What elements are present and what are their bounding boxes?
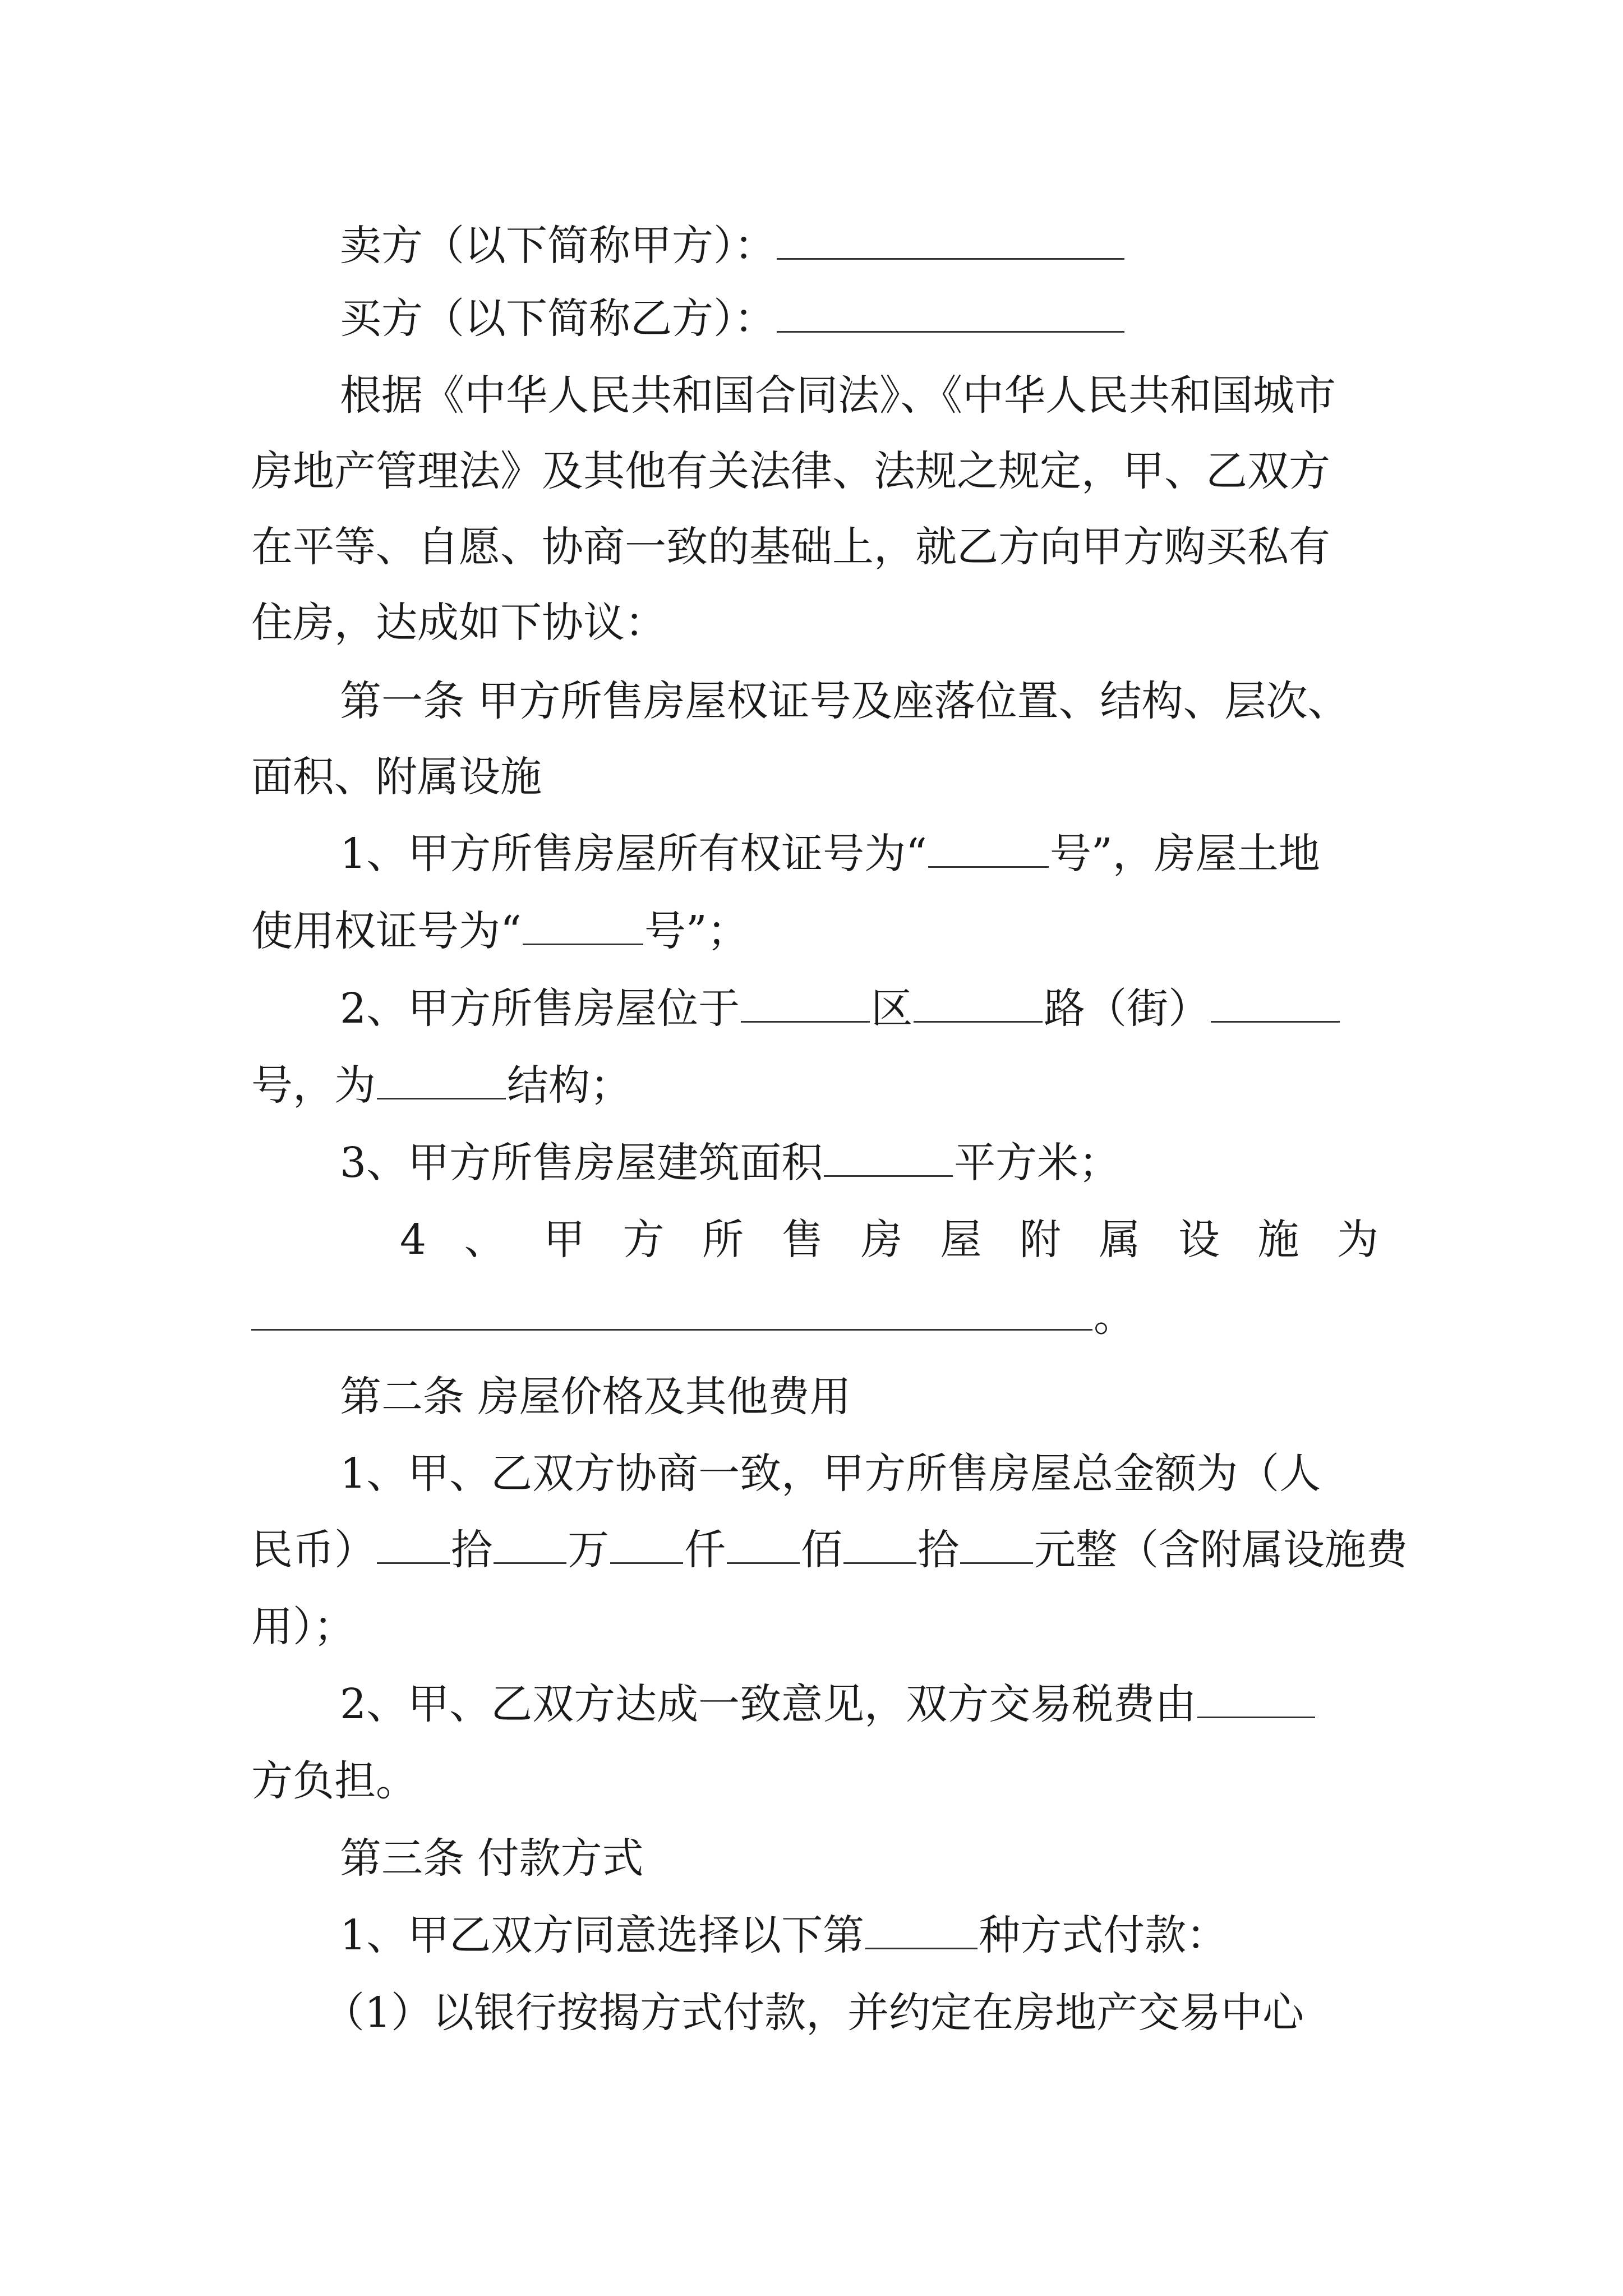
article-3-item-1 (251, 1896, 1390, 1975)
item-text: 3、甲方所售房屋建筑面积 (340, 1139, 823, 1187)
article-1-item-2-cont (251, 1046, 1390, 1125)
article-3-option-1: （1）以银行按揭方式付款，并约定在房地产交易中心 (323, 1989, 1304, 2037)
article-1-item-4 (251, 1200, 1390, 1279)
article-2-item-1-cont (251, 1511, 1408, 1589)
item-char: 所 (702, 1216, 744, 1264)
item-text: 拾 (451, 1526, 492, 1574)
item-text: 区 (871, 984, 913, 1033)
article-2-item-2-cont: 方负担。 (251, 1757, 417, 1805)
item-text: 号，为 (251, 1061, 376, 1110)
article-1-item-3 (251, 1124, 1390, 1202)
article-1-heading: 第一条 甲方所售房屋权证号及座落位置、结构、层次、 (340, 677, 1349, 725)
buyer-line (251, 279, 1390, 358)
article-1-item-4-cont (251, 1277, 1390, 1356)
seller-name-blank (777, 221, 1124, 260)
article-1-item-1-cont (251, 892, 1390, 970)
article-1-heading-cont: 面积、附属设施 (251, 753, 542, 801)
item-text: 民币） (251, 1526, 376, 1574)
item-char: 施 (1257, 1216, 1299, 1264)
road-blank (914, 984, 1043, 1023)
ownership-cert-blank (928, 829, 1049, 868)
item-text: 1、甲方所售房屋所有权证号为“ (340, 830, 927, 878)
item-char: 设 (1178, 1216, 1220, 1264)
item-char: 售 (781, 1216, 823, 1264)
amount-blank (610, 1525, 683, 1564)
amount-blank (843, 1525, 916, 1564)
article-2-item-2 (251, 1665, 1390, 1743)
area-blank (824, 1138, 953, 1177)
article-2-item-1-end: 用）； (251, 1603, 355, 1651)
item-text: 结构； (507, 1061, 631, 1110)
facilities-blank (251, 1292, 1092, 1331)
item-text: 2、甲、乙双方达成一致意见，双方交易税费由 (340, 1680, 1197, 1728)
preamble-line-1: 根据《中华人民共和国合同法》、《中华人民共和国城市 (340, 371, 1336, 420)
amount-blank (727, 1525, 800, 1564)
amount-blank (377, 1525, 450, 1564)
item-char: 为 (1336, 1216, 1378, 1264)
amount-blank (960, 1525, 1033, 1564)
seller-label: 卖方（以下简称甲方）： (340, 222, 776, 270)
buyer-label: 买方（以下简称乙方）： (340, 295, 776, 343)
buyer-name-blank (777, 294, 1124, 333)
article-3-heading: 第三条 付款方式 (340, 1834, 644, 1883)
tax-party-blank (1197, 1680, 1315, 1718)
preamble-line-4: 住房，达成如下协议： (251, 599, 666, 647)
number-blank (1211, 984, 1340, 1023)
item-char: 房 (861, 1216, 902, 1264)
seller-line (251, 206, 1390, 285)
item-char: 4 (400, 1216, 427, 1264)
item-text: 号”； (644, 907, 749, 955)
item-text: 拾 (917, 1526, 959, 1574)
item-char: 附 (1019, 1216, 1061, 1264)
item-char: 方 (623, 1216, 665, 1264)
item-text: 号”，房屋土地 (1049, 830, 1320, 878)
item-char: 、 (464, 1216, 506, 1264)
item-char: 属 (1099, 1216, 1141, 1264)
article-1-item-1 (251, 815, 1390, 893)
item-text: 平方米； (954, 1139, 1121, 1187)
item-text: 。 (1094, 1292, 1135, 1341)
article-2-heading: 第二条 房屋价格及其他费用 (340, 1373, 851, 1421)
item-char: 甲 (543, 1216, 585, 1264)
preamble-line-3: 在平等、自愿、协商一致的基础上，就乙方向甲方购买私有 (251, 523, 1330, 571)
item-text: 1、甲乙双方同意选择以下第 (340, 1911, 865, 1959)
item-text: 元整（含附属设施费 (1034, 1526, 1408, 1574)
item-char: 屋 (940, 1216, 982, 1264)
item-text: 使用权证号为“ (251, 907, 522, 955)
item-text: 佰 (801, 1526, 842, 1574)
amount-blank (494, 1525, 566, 1564)
structure-blank (377, 1061, 506, 1099)
article-2-item-1: 1、甲、乙双方协商一致，甲方所售房屋总金额为（人 (340, 1450, 1321, 1498)
district-blank (741, 984, 870, 1023)
article-1-item-2 (251, 969, 1390, 1048)
item-text: 路（街） (1044, 984, 1210, 1033)
item-text: 万 (568, 1526, 609, 1574)
preamble-line-2: 房地产管理法》及其他有关法律、法规之规定，甲、乙双方 (251, 447, 1330, 495)
item-text: 2、甲方所售房屋位于 (340, 984, 740, 1033)
payment-option-blank (865, 1911, 978, 1949)
land-use-cert-blank (523, 907, 643, 945)
item-text: 种方式付款： (979, 1911, 1228, 1959)
item-text: 仟 (684, 1526, 726, 1574)
